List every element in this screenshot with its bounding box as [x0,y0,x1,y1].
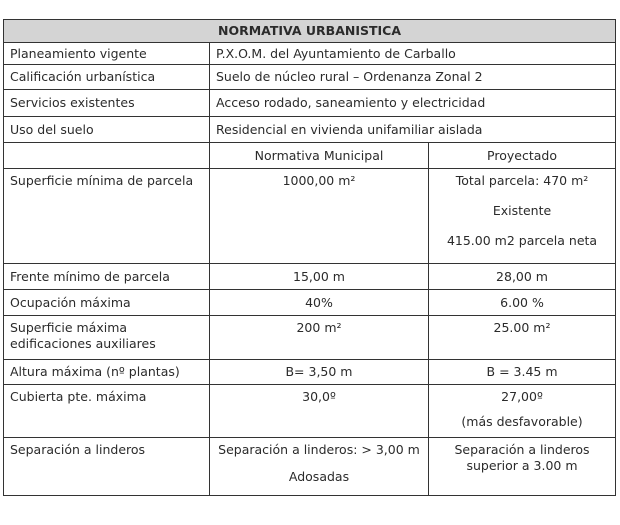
proyectado-line: superior a 3.00 m [466,458,578,473]
table-title-row [4,20,616,43]
row-label: Cubierta pte. máxima [4,385,210,438]
municipal-value: B= 3,50 m [210,360,429,385]
info-row [4,43,616,65]
proyectado-line: Existente [492,203,552,218]
proyectado-line: Total parcela: 470 m² [455,173,589,188]
proyectado-line: (más desfavorable) [461,414,583,429]
proyectado-value: 25.00 m² [429,316,616,360]
proyectado-value [429,385,616,438]
row-label: Frente mínimo de parcela [4,264,210,290]
info-label: Planeamiento vigente [4,43,210,65]
row-label: Altura máxima (nº plantas) [4,360,210,385]
municipal-value: 200 m² [210,316,429,360]
info-value: Acceso rodado, saneamiento y electricidad [210,90,616,117]
row-label: Superficie mínima de parcela [4,169,210,264]
info-row [4,90,616,117]
proyectado-value [429,169,616,264]
normativa-table [3,19,616,496]
table-row-separacion [4,438,616,496]
info-row [4,117,616,143]
column-header-row [4,143,616,169]
proyectado-value [429,438,616,496]
empty-header-cell [4,143,210,169]
municipal-value: 15,00 m [210,264,429,290]
column-header-proyectado: Proyectado [429,143,616,169]
row-label: Ocupación máxima [4,290,210,316]
info-value: Residencial en vivienda unifamiliar aislada [210,117,616,143]
table-row-frente [4,264,616,290]
table-row-cubierta [4,385,616,438]
proyectado-value: 6.00 % [429,290,616,316]
table-row-auxiliares [4,316,616,360]
row-label [4,316,210,360]
municipal-line: Adosadas [288,469,350,484]
info-label: Calificación urbanística [4,65,210,90]
proyectado-line: Separación a linderos [454,442,590,457]
municipal-value: 40% [210,290,429,316]
municipal-value: 1000,00 m² [210,169,429,264]
proyectado-line: 27,00º [501,389,543,404]
row-label-line: edificaciones auxiliares [10,336,156,351]
info-label: Uso del suelo [4,117,210,143]
info-label: Servicios existentes [4,90,210,117]
proyectado-line: 415.00 m2 parcela neta [446,233,598,248]
row-label-line: Superficie máxima [10,320,128,335]
column-header-municipal: Normativa Municipal [210,143,429,169]
table-row-altura [4,360,616,385]
proyectado-value: 28,00 m [429,264,616,290]
info-value: Suelo de núcleo rural – Ordenanza Zonal 2 [210,65,616,90]
table-row-ocupacion [4,290,616,316]
table-title: NORMATIVA URBANISTICA [4,20,616,43]
municipal-value [210,438,429,496]
row-label: Separación a linderos [4,438,210,496]
info-value: P.X.O.M. del Ayuntamiento de Carballo [210,43,616,65]
proyectado-value: B = 3.45 m [429,360,616,385]
info-row [4,65,616,90]
table-row-superficie [4,169,616,264]
municipal-value: 30,0º [210,385,429,438]
municipal-line: Separación a linderos: > 3,00 m [218,442,420,457]
